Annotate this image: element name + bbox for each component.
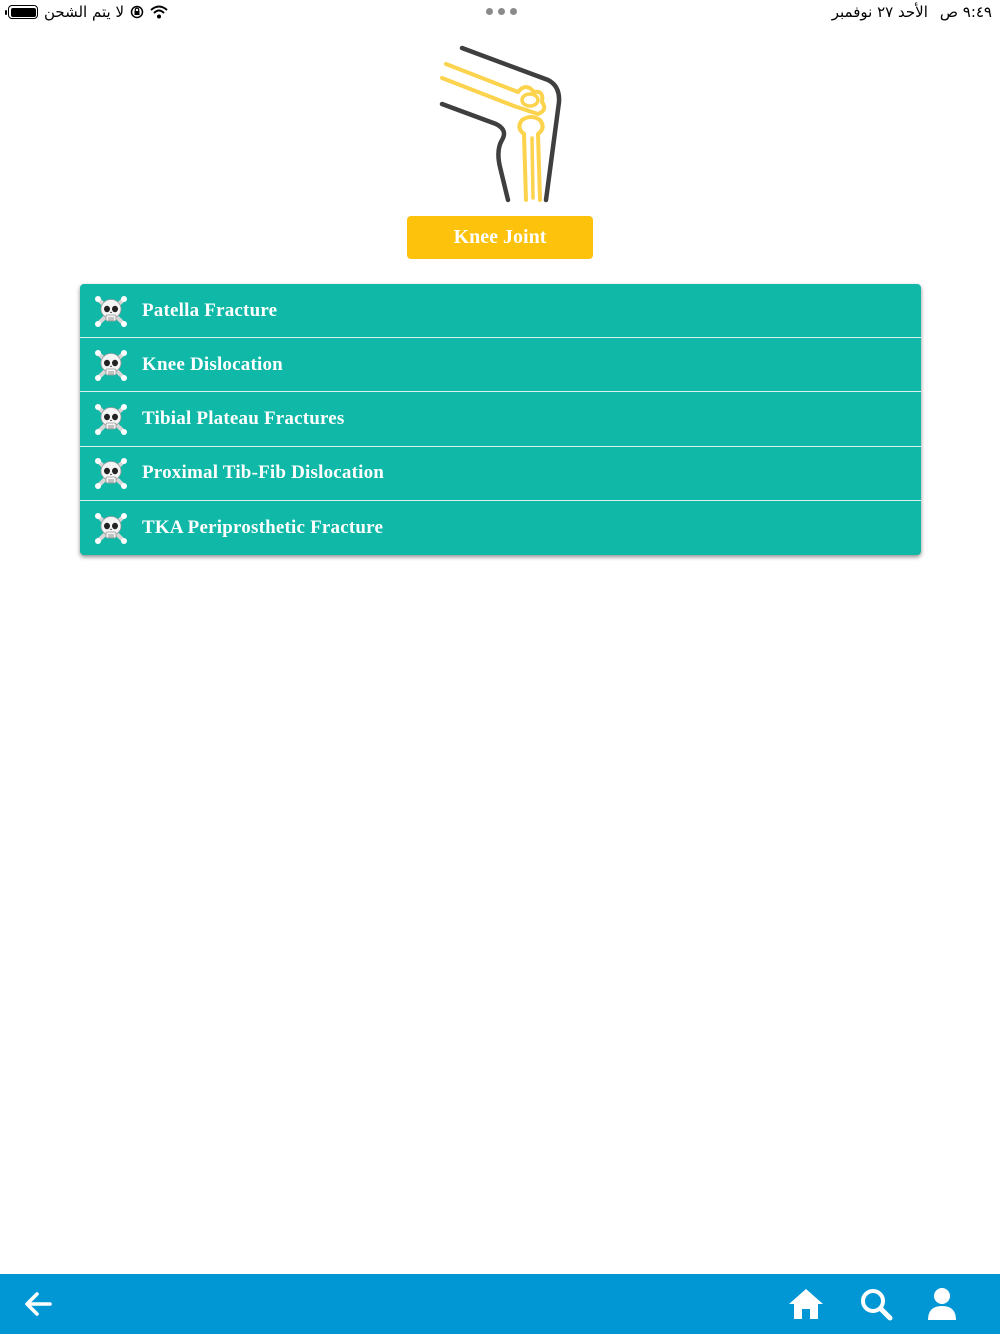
topic-list [80, 284, 921, 555]
battery-icon [8, 5, 38, 19]
orientation-lock-icon [130, 5, 144, 19]
bottom-nav-bar [0, 1274, 1000, 1334]
status-time: ٩:٤٩ ص [939, 3, 992, 21]
list-item[interactable] [80, 284, 921, 338]
charging-status: لا يتم الشحن [44, 3, 124, 21]
list-item[interactable] [80, 338, 921, 392]
home-icon [787, 1287, 825, 1321]
list-item[interactable] [80, 392, 921, 446]
home-button[interactable] [786, 1284, 826, 1324]
skull-crossbones-icon [80, 402, 142, 436]
list-item-label: TKA Periprosthetic Fracture [142, 516, 384, 538]
list-item-label: Patella Fracture [142, 299, 278, 321]
status-date: الأحد ٢٧ نوفمبر [831, 3, 928, 21]
knee-joint-icon [430, 42, 570, 207]
skull-crossbones-icon [80, 511, 142, 545]
list-item-label: Tibial Plateau Fractures [142, 407, 345, 429]
status-left [8, 3, 168, 21]
list-item[interactable] [80, 447, 921, 501]
multitasking-dots[interactable] [486, 8, 517, 15]
user-icon [926, 1287, 958, 1321]
list-item[interactable] [80, 501, 921, 555]
skull-crossbones-icon [80, 348, 142, 382]
search-icon [859, 1287, 893, 1321]
skull-crossbones-icon [80, 294, 142, 328]
skull-crossbones-icon [80, 456, 142, 490]
status-right [832, 3, 992, 21]
list-item-label: Proximal Tib-Fib Dislocation [142, 462, 385, 484]
wifi-icon [150, 5, 168, 19]
back-arrow-icon [23, 1291, 53, 1317]
search-button[interactable] [856, 1284, 896, 1324]
status-bar [0, 0, 1000, 26]
back-button[interactable] [18, 1284, 58, 1324]
page-title: Knee Joint [407, 216, 593, 259]
list-item-label: Knee Dislocation [142, 353, 283, 375]
profile-button[interactable] [922, 1284, 962, 1324]
